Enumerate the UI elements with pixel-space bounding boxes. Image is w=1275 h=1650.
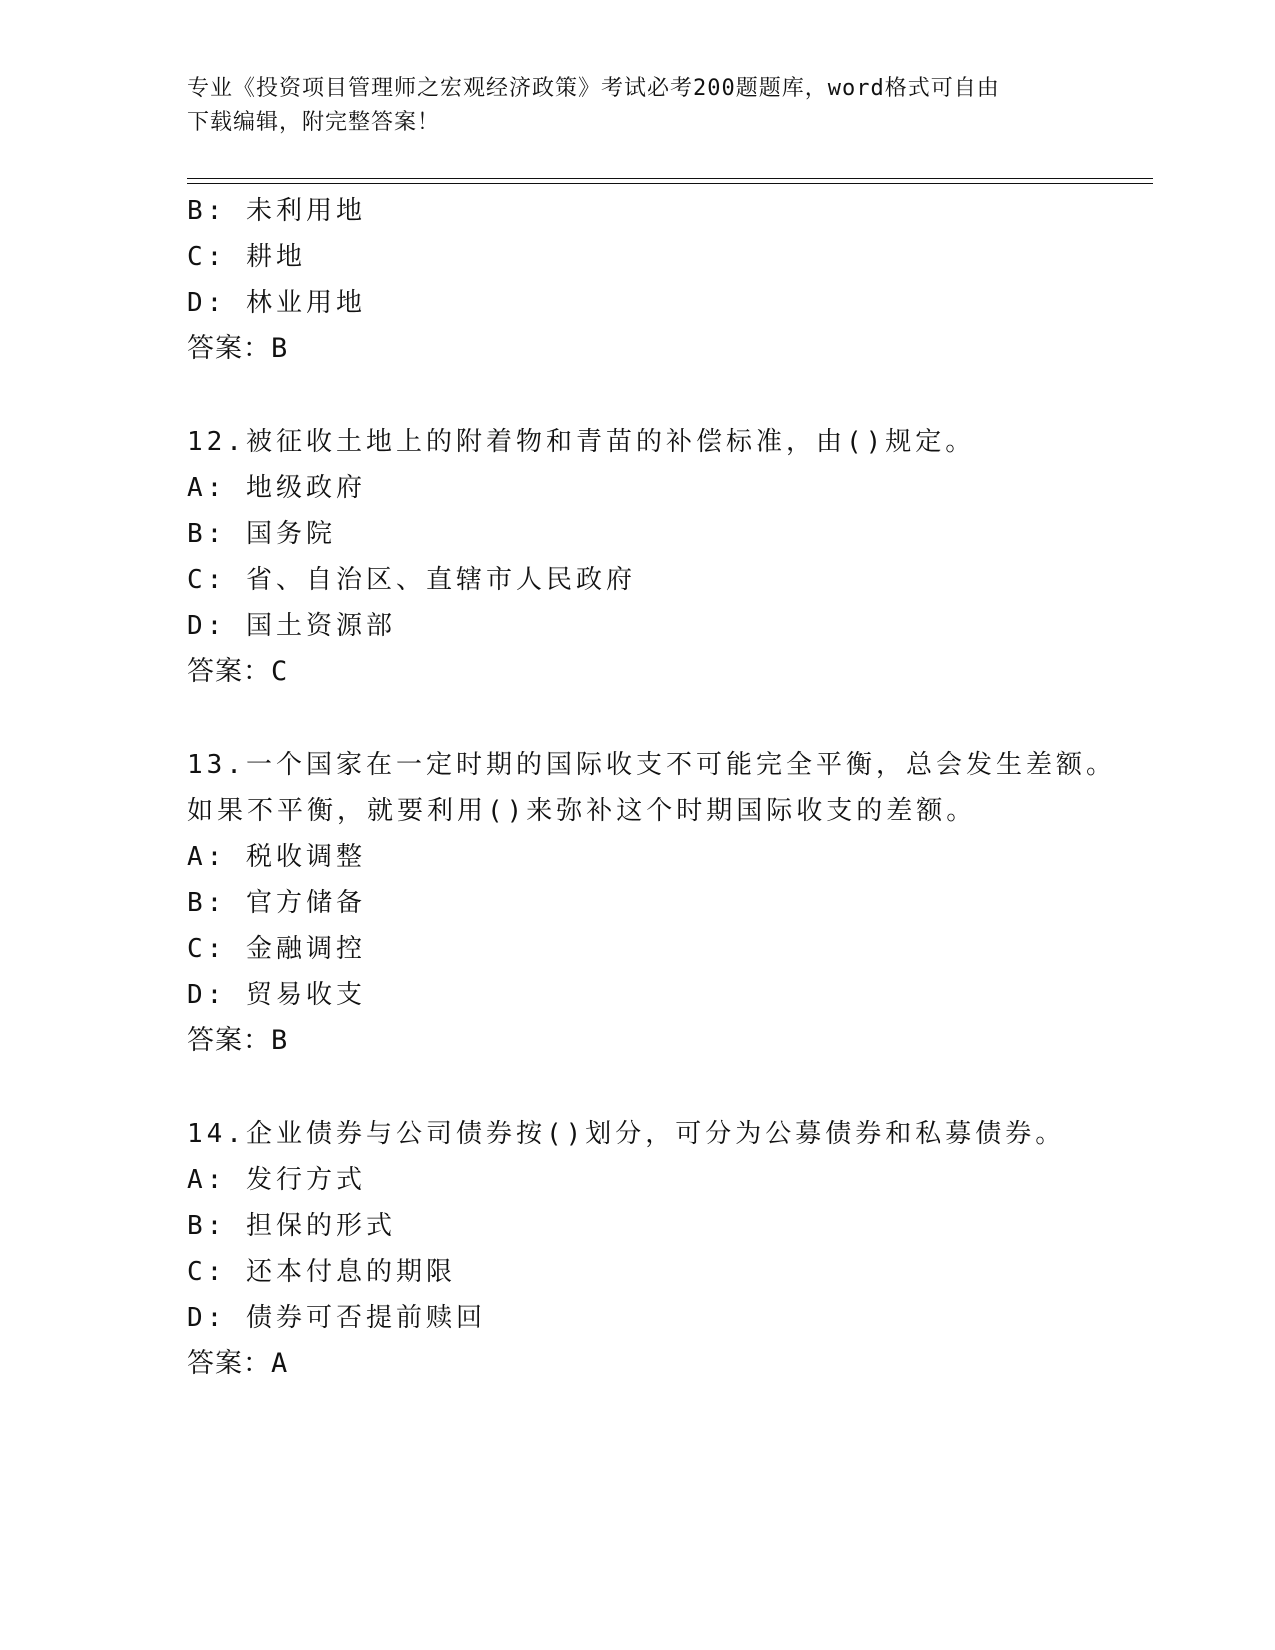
option-b: B: 未利用地 — [187, 196, 366, 226]
question-stem: 13.一个国家在一定时期的国际收支不可能完全平衡，总会发生差额。 — [187, 750, 1116, 780]
option-c: C: 省、自治区、直辖市人民政府 — [187, 565, 636, 595]
option-a: A: 税收调整 — [187, 842, 366, 872]
option-b: B: 担保的形式 — [187, 1211, 396, 1241]
spacer — [187, 372, 1153, 419]
question-block-13 — [187, 742, 1153, 1064]
option-a: A: 地级政府 — [187, 473, 366, 503]
header-rule-bottom — [187, 183, 1153, 184]
question-block-11 — [187, 188, 1153, 372]
header-line-2: 下载编辑，附完整答案！ — [187, 110, 441, 135]
header-rule-top — [187, 178, 1153, 179]
option-d: D: 贸易收支 — [187, 980, 366, 1010]
answer-line: 答案：A — [187, 1348, 289, 1379]
option-c: C: 耕地 — [187, 242, 306, 272]
option-d: D: 林业用地 — [187, 288, 366, 318]
option-b: B: 官方储备 — [187, 888, 366, 918]
option-c: C: 还本付息的期限 — [187, 1257, 456, 1287]
option-d: D: 债券可否提前赎回 — [187, 1303, 486, 1333]
question-stem: 12.被征收土地上的附着物和青苗的补偿标准，由()规定。 — [187, 427, 976, 457]
option-b: B: 国务院 — [187, 519, 336, 549]
question-content — [187, 188, 1153, 1387]
header-line-1: 专业《投资项目管理师之宏观经济政策》考试必考200题题库，word格式可自由 — [187, 76, 1000, 101]
answer-line: 答案：C — [187, 656, 289, 687]
question-stem-continued: 如果不平衡，就要利用()来弥补这个时期国际收支的差额。 — [187, 796, 977, 826]
question-block-12 — [187, 419, 1153, 695]
option-a: A: 发行方式 — [187, 1165, 366, 1195]
question-block-14 — [187, 1111, 1153, 1387]
answer-line: 答案：B — [187, 1025, 289, 1056]
document-header — [187, 72, 1077, 140]
question-stem: 14.企业债券与公司债券按()划分，可分为公募债券和私募债券。 — [187, 1119, 1066, 1149]
spacer — [187, 1064, 1153, 1111]
answer-line: 答案：B — [187, 333, 289, 364]
option-c: C: 金融调控 — [187, 934, 366, 964]
option-d: D: 国土资源部 — [187, 611, 396, 641]
spacer — [187, 695, 1153, 742]
